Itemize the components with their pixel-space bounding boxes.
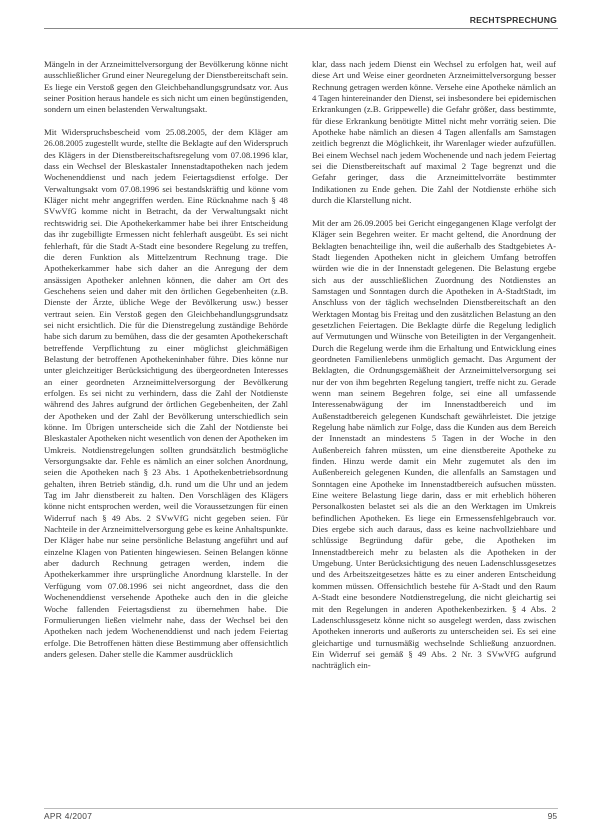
right-column (312, 59, 556, 672)
footer-rule (44, 808, 558, 809)
section-label: RECHTSPRECHUNG (469, 15, 557, 25)
journal-issue: APR 4/2007 (44, 811, 93, 821)
header-rule (44, 28, 558, 29)
paragraph: klar, dass nach jedem Dienst ein Wechsel zu erfolgen hat, weil auf diese Art und Weise einer geordneten Arzneimittelversorgung besser Rechnung getragen werden könne. Versehe eine Apotheke nämlich an 4 Tagen hintereinander den Dienst, sei insbesondere bei epidemischen Erkrankungen (z.B. Grippewelle) die Gefahr größer, dass bestimmte, für diese Erkrankung benötigte Mittel nicht mehr vorrätig seien. Die Apotheke habe nämlich an diesen 4 Tagen allenfalls am Samstagen zeitlich begrenzt die Möglichkeit, ihr Warenlager wieder aufzufüllen. Bei einem Wechsel nach jedem Wochenende und nach jedem Feiertag sei die Dienstbereitschaft auf maximal 2 Tage begrenzt und die Gefahr geringer, dass die Arzneimittelvorräte bestimmter Indikationen zu Ende gehen. Die Zahl der Notdienste erhöhe sich durch die Klarstellung nicht. (312, 59, 556, 206)
paragraph: Mängeln in der Arzneimittelversorgung der Bevölkerung könne nicht ausschließlicher Grund einer Neuregelung der Dienstbereitschaft sein. Es liege ein Verstoß gegen den Gleichbehandlungsgrundsatz vor. Aus seiner Position heraus handele es sich nicht um einen begünstigenden, sondern um einen belastenden Verwaltungsakt. (44, 59, 288, 115)
left-column (44, 59, 288, 660)
page-number: 95 (547, 811, 557, 821)
paragraph: Mit Widerspruchsbescheid vom 25.08.2005, der dem Kläger am 26.08.2005 zugestellt wurde, stellte die Beklagte auf den Widerspruch des Klägers in der Dienstbereitschaftsregelung vom 07.08.1996 klar, dass ein Wechsel der Bleskastaler Innenstadtapotheken nach jedem Wochenenddienst und nach jedem Feiertagsdienst erfolge. Der Verwaltungsakt vom 07.08.1996 sei bestandskräftig und könne vom Kläger nicht mehr angegriffen werden. Eine Rücknahme nach § 48 SVwVfG komme nicht in Betracht, da der Verwaltungsakt nicht rechtswidrig sei. Die Apothekerkammer habe bei ihrer Entscheidung das ihr zugebilligte Ermessen nicht fehlerhaft ausgeübt. Es sei nicht fehlerhaft, für die Stadt A-Stadt eine besondere Regelung zu treffen, die deren Funktion als Mittelzentrum Rechnung trage. Die Apothekerkammer habe sich daher an die Anregung der dem ansässigen Apotheker anlehnen können, die daher am Ort des Geschehens seien und daher mit den örtlichen Gegebenheiten (z.B. Dienste der Ärzte, übliche Wege der Bevölkerung usw.) besser vertraut seien. Ein Verstoß gegen den Gleichbehandlungsgrundsatz sei nicht ersichtlich. Die für die Dienstregelung zuständige Behörde habe sich darum zu bemühen, dass die der gesamten Apothekerschaft betreffende Verpflichtung zu einer möglichst gleichmäßigen Belastung der betroffenen Apothekeninhaber führe. Dies könne nur unter gleichzeitiger Berücksichtigung des übergeordneten Interesses an einer geordneten Arzneimittelversorgung der Bevölkerung erfolgen. Es sei nicht zu verhindern, dass die Zahl der Notdienste während des Jahres aufgrund der örtlichen Gegebenheiten, der Zahl der Apotheken und der Zahl der Bevölkerung unterschiedlich sein könne. Im Übrigen unterscheide sich die Zahl der Notdienste bei Bleskastaler Apotheken nicht wesentlich von denen der Apotheken im Umkreis. Notdienstregelungen sollten grundsätzlich bestmögliche Versorgungsakte dar. Fehle es nämlich an einer solchen Anordnung, seien die Apotheken nach § 23 Abs. 1 Apothekenbetriebsordnung gehalten, ihren Betrieb ständig, d.h. rund um die Uhr und an jedem Tag im Jahr dienstbereit zu halten. Den Vorschlägen des Klägers könne nicht entsprochen werden, weil die Voraussetzungen für einen Widerruf nach § 49 Abs. 2 SVwVfG nicht gegeben seien. Für Nachteile in der Arzneimittelversorgung gebe es keine Anhaltspunkte. Der Kläger habe nur seine persönliche Belastung angeführt und auf einzelne Klagen von Patienten hingewiesen. Seinen Belangen könne aber dadurch Rechnung getragen werden, indem die Apothekerkammer ihre ursprüngliche Anordnung klarstelle. In der Verfügung vom 07.08.1996 sei nicht angeordnet, dass die den Wochenenddienst versehende Apotheke auch den in die gleiche Woche fallenden Feiertagsdienst zu übernehmen habe. Die Formulierungen ließen vielmehr nahe, dass der Wechsel bei den Apotheken nach jedem Wochenenddienst und nach jedem Feiertag erfolge. Die Betroffenen hätten diese Bestimmung aber offensichtlich anders gelesen. Daher stelle die Kammer ausdrücklich (44, 127, 288, 659)
paragraph: Mit der am 26.09.2005 bei Gericht eingegangenen Klage verfolgt der Kläger sein Begehren weiter. Er macht geltend, die Anordnung der Beklagten benachteilige ihn, weil die außerhalb des Stadtgebietes A-Stadt liegenden Apotheken nicht in gleichem Umfang betroffen würden wie die in der Innenstadt gelegenen. Die Belastung ergebe sich aus der ausschließlichen Zuordnung des Notdienstes an Samstagen und Sonntagen durch die Apotheken in A-StadtStadt, im Anschluss von der täglich wechselnden Dienstbereitschaft an den Werktagen Montag bis Freitag und den zusätzlichen Belastung an den gesetzlichen Feiertagen. Die Beklagte dürfe die Regelung lediglich auf Vermutungen und Wünsche von Beteiligten in der Vergangenheit. Durch die Regelung werde ihm die Erhaltung und Entwicklung eines geordneten Familienlebens unmöglich gemacht. Das Argument der Beklagten, die Ordnungsgemäßheit der Arzneimittelversorgung sei nur der von ihm begehrten Regelung tangiert, treffe nicht zu. Gerade wenn man seinem Begehren folge, sei eine all umfassende Interessenabwägung der im Innenstadtbereich und im Außenstadtbereich gelegenen Kundschaft gewährleistet. Die jetzige Regelung habe nämlich zur Folge, dass die Kunden aus dem Bereich der Innenstadt an mindestens 5 Tagen in der Woche in den Außenbereich fahren müssten, um eine dienstbereite Apotheke zu finden. Hinzu werde damit ein Mehr zugemutet als den im Außenbereich gelegenen Kunden, die allenfalls an Samstagen und Sonntagen eine Apotheke im Innenstadtbereich aufsuchen müssten. Eine weitere Belastung liege darin, dass er mit erheblich höheren Personalkosten belastet sei als die an den Werktagen im Umkreis befindlichen Apotheken. Es liege ein Ermessensfehlgebrauch vor. Dies ergebe sich auch daraus, dass es keine nachvollziehbare und schlüssige Begründung dafür gebe, die Apotheken im Innenstadtbereich mehr zu belasten als die Apotheken in der Umgebung. Unter Berücksichtigung des neuen Ladenschlussgesetzes und des Arbeitszeitgesetzes hätte es zu einer anderen Entscheidung kommen müssen. Offensichtlich bestehe für A-Stadt und den Raum A-Stadt eine besondere Notdienstregelung, die nicht gleichartig sei mit den Regelungen in anderen Apothekenbezirken. § 4 Abs. 2 Ladenschlussgesetz könne nicht so ausgelegt werden, dass zwischen Apotheken innerorts und außerorts zu unterscheiden sei. Es sei eine gleichartige und turnusmäßig wechselnde Schließung anzuordnen. Ein Widerruf sei gemäß § 49 Abs. 2 Nr. 3 SVwVfG aufgrund nachträglich ein- (312, 217, 556, 671)
